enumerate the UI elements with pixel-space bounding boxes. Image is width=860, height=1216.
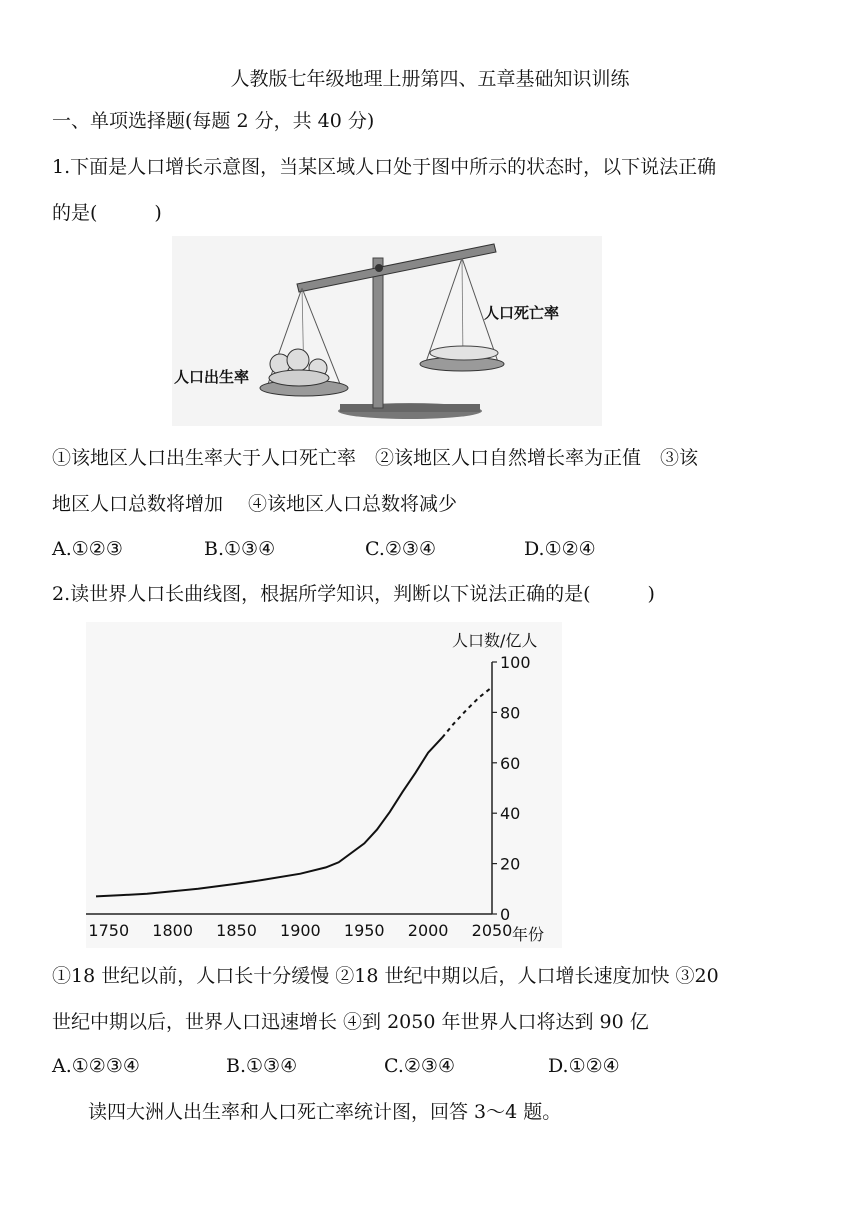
q2-option-c: C.②③④ <box>384 1055 455 1077</box>
q2-stem: 2.读世界人口长曲线图，根据所学知识，判断以下说法正确的是( ) <box>52 583 655 605</box>
q2-statement-line1: ①18 世纪以前，人口长十分缓慢 ②18 世纪中期以后，人口增长速度加快 ③20 <box>52 965 719 987</box>
y-tick-label: 20 <box>500 854 521 874</box>
label-death-rate: 人口死亡率 <box>484 304 560 322</box>
y-tick-label: 80 <box>500 703 521 723</box>
q1-option-c: C.②③④ <box>365 538 436 560</box>
q1-stem-line1: 1.下面是人口增长示意图，当某区域人口处于图中所示的状态时，以下说法正确 <box>52 156 717 178</box>
section-heading: 一、单项选择题(每题 2 分，共 40 分) <box>52 110 375 132</box>
x-tick-label: 1950 <box>343 921 385 940</box>
x-tick-label: 1900 <box>280 921 321 940</box>
q2-statement-line2: 世纪中期以后，世界人口迅速增长 ④到 2050 年世界人口将达到 90 亿 <box>52 1011 649 1033</box>
balance-scale-figure <box>172 236 602 426</box>
population-chart-svg <box>86 622 562 948</box>
q2-option-a: A.①②③④ <box>52 1055 140 1077</box>
y-axis-label: 人口数/亿人 <box>452 631 538 650</box>
q1-stem-line2: 的是( ) <box>52 202 162 224</box>
x-tick-label: 1850 <box>216 921 257 940</box>
balance-scale-illustration <box>172 236 602 426</box>
x-axis-label: 年份 <box>512 925 545 944</box>
y-tick-label: 0 <box>500 905 511 924</box>
y-tick-label: 60 <box>500 753 521 773</box>
x-tick-label: 2000 <box>407 921 449 940</box>
label-birth-rate: 人口出生率 <box>174 368 250 386</box>
q2-option-d: D.①②④ <box>548 1055 620 1077</box>
q1-statement-line2: 地区人口总数将增加 ④该地区人口总数将减少 <box>52 493 458 515</box>
q2-option-b: B.①③④ <box>226 1055 298 1077</box>
population-chart <box>86 622 562 948</box>
y-tick-label: 100 <box>500 653 531 672</box>
x-tick-label: 1800 <box>152 921 194 940</box>
x-tick-label: 2050 <box>471 921 513 940</box>
q1-option-a: A.①②③ <box>52 538 123 560</box>
q1-option-b: B.①③④ <box>204 538 276 560</box>
x-tick-label: 1750 <box>88 921 130 940</box>
document-title: 人教版七年级地理上册第四、五章基础知识训练 <box>230 68 630 90</box>
q3-intro: 读四大洲人出生率和人口死亡率统计图，回答 3～4 题。 <box>88 1101 562 1123</box>
q1-option-d: D.①②④ <box>524 538 596 560</box>
y-tick-label: 40 <box>500 804 521 824</box>
q1-statement-line1: ①该地区人口出生率大于人口死亡率 ②该地区人口自然增长率为正值 ③该 <box>52 447 699 469</box>
